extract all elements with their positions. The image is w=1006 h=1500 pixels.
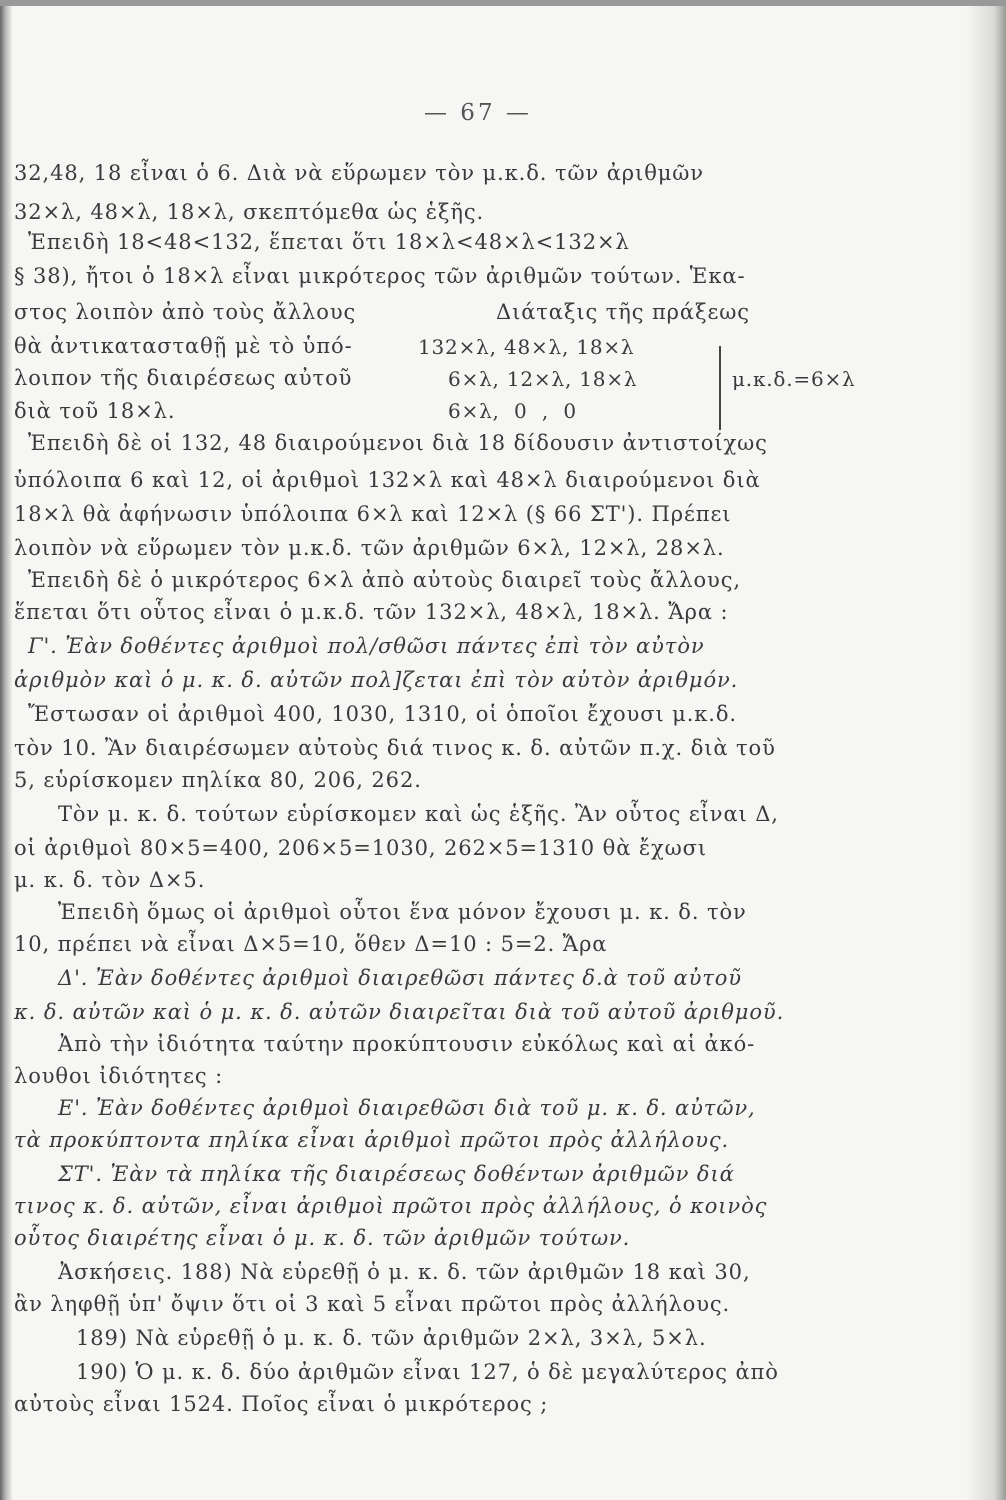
text-line: 5, εὑρίσκομεν πηλίκα 80, 206, 262. — [14, 768, 422, 792]
page-left-edge — [0, 0, 12, 1500]
text-line: ἕπεται ὅτι οὗτος εἶναι ὁ μ.κ.δ. τῶν 132×λ, 48×λ, 18×λ. Ἄρα : — [14, 600, 729, 624]
text-line: Ἔστωσαν οἱ ἀριθμοὶ 400, 1030, 1310, οἱ ὁποῖοι ἔχουσι μ.κ.δ. — [28, 702, 738, 726]
text-line: τινος κ. δ. αὐτῶν, εἶναι ἀριθμοὶ πρῶτοι πρὸς ἀλλήλους, ὁ κοινὸς — [14, 1194, 768, 1218]
text-line: Ἀσκήσεις. 188) Νὰ εὑρεθῇ ὁ μ. κ. δ. τῶν ἀριθμῶν 18 καὶ 30, — [58, 1260, 751, 1284]
text-line: Ἐπειδὴ δὲ οἱ 132, 48 διαιρούμενοι διὰ 18 δίδουσιν ἀντιστοίχως — [28, 431, 768, 455]
page-number: — 67 — — [424, 100, 532, 126]
text-line: διὰ τοῦ 18×λ. — [14, 399, 176, 423]
text-line: 32×λ, 48×λ, 18×λ, σκεπτόμεθα ὡς ἑξῆς. — [14, 200, 485, 224]
text-line: 32,48, 18 εἶναι ὁ 6. Διὰ νὰ εὕρωμεν τὸν μ.κ.δ. τῶν ἀριθμῶν — [14, 161, 704, 185]
text-line: λοιπον τῆς διαιρέσεως αὐτοῦ — [14, 366, 353, 390]
text-line: 190) Ὁ μ. κ. δ. δύο ἀριθμῶν εἶναι 127, ὁ δὲ μεγαλύτερος ἀπὸ — [76, 1360, 779, 1384]
text-line: ἀριθμὸν καὶ ὁ μ. κ. δ. αὐτῶν πολ]ζεται ἐπὶ τὸν αὐτὸν ἀριθμόν. — [14, 668, 739, 692]
text-line: στος λοιπὸν ἀπὸ τοὺς ἄλλους — [14, 300, 357, 324]
text-line: τὰ προκύπτοντα πηλίκα εἶναι ἀριθμοὶ πρῶτοι πρὸς ἀλλήλους. — [14, 1128, 730, 1152]
text-line: 18×λ θὰ ἀφήνωσιν ὑπόλοιπα 6×λ καὶ 12×λ (§ 66 ΣΤ'). Πρέπει — [14, 502, 732, 526]
text-line: τὸν 10. Ἂν διαιρέσωμεν αὐτοὺς διά τινος κ. δ. αὐτῶν π.χ. διὰ τοῦ — [14, 736, 776, 760]
text-line: Ἀπὸ τὴν ἰδιότητα ταύτην προκύπτουσιν εὐκόλως καὶ αἱ ἀκό- — [58, 1032, 756, 1056]
text-line: 10, πρέπει νὰ εἶναι Δ×5=10, ὅθεν Δ=10 : 5=2. Ἄρα — [14, 932, 608, 956]
text-line: οὗτος διαιρέτης εἶναι ὁ μ. κ. δ. τῶν ἀριθμῶν τούτων. — [14, 1226, 631, 1250]
pencil-annotation-top — [115, 71, 144, 123]
text-line: Τὸν μ. κ. δ. τούτων εὑρίσκομεν καὶ ὡς ἑξῆς. Ἂν οὗτος εἶναι Δ, — [58, 802, 779, 826]
arrangement-row: 6×λ, 0 , 0 — [448, 399, 577, 423]
arrangement-row: 6×λ, 12×λ, 18×λ — [448, 367, 638, 391]
text-line: οἱ ἀριθμοὶ 80×5=400, 206×5=1030, 262×5=1310 θὰ ἔχωσι — [14, 836, 708, 860]
text-line: λουθοι ἰδιότητες : — [14, 1064, 224, 1088]
text-line: Ε'. Ἐὰν δοθέντες ἀριθμοὶ διαιρεθῶσι διὰ τοῦ μ. κ. δ. αὐτῶν, — [58, 1096, 756, 1120]
text-line: 189) Νὰ εὑρεθῇ ὁ μ. κ. δ. τῶν ἀριθμῶν 2×λ, 3×λ, 5×λ. — [76, 1326, 707, 1350]
text-line: Ἐπειδὴ δὲ ὁ μικρότερος 6×λ ἀπὸ αὐτοὺς διαιρεῖ τοὺς ἄλλους, — [28, 568, 741, 592]
arrangement-bracket — [719, 346, 721, 430]
arrangement-row: 132×λ, 48×λ, 18×λ — [418, 335, 635, 359]
arrangement-result: μ.κ.δ.=6×λ — [732, 367, 856, 391]
text-line: Δ'. Ἐὰν δοθέντες ἀριθμοὶ διαιρεθῶσι πάντες δ.ὰ τοῦ αὐτοῦ — [58, 966, 742, 990]
text-line: § 38), ἤτοι ὁ 18×λ εἶναι μικρότερος τῶν ἀριθμῶν τούτων. Ἑκα- — [14, 264, 746, 288]
text-line: Ἐπειδὴ ὅμως οἱ ἀριθμοὶ οὗτοι ἕνα μόνον ἔχουσι μ. κ. δ. τὸν — [58, 900, 747, 924]
page-top-edge — [0, 0, 1006, 6]
text-line: κ. δ. αὐτῶν καὶ ὁ μ. κ. δ. αὐτῶν διαιρεῖται διὰ τοῦ αὐτοῦ ἀριθμοῦ. — [14, 1000, 785, 1024]
text-line: ΣΤ'. Ἐὰν τὰ πηλίκα τῆς διαιρέσεως δοθέντων ἀριθμῶν διά — [58, 1162, 735, 1186]
text-line: μ. κ. δ. τὸν Δ×5. — [14, 868, 206, 892]
text-line: ἂν ληφθῇ ὑπ' ὄψιν ὅτι οἱ 3 καὶ 5 εἶναι πρῶτοι πρὸς ἀλλήλους. — [14, 1292, 731, 1316]
text-line: λοιπὸν νὰ εὕρωμεν τὸν μ.κ.δ. τῶν ἀριθμῶν 6×λ, 12×λ, 28×λ. — [14, 536, 725, 560]
pencil-annotation-right — [797, 748, 813, 800]
text-line: ὑπόλοιπα 6 καὶ 12, οἱ ἀριθμοὶ 132×λ καὶ 48×λ διαιρούμενοι διὰ — [14, 468, 761, 492]
text-line: θὰ ἀντικατασταθῇ μὲ τὸ ὑπό- — [14, 334, 353, 358]
text-line: αὐτοὺς εἶναι 1524. Ποῖος εἶναι ὁ μικρότερος ; — [14, 1392, 549, 1416]
page-right-edge — [966, 0, 1006, 1500]
text-line: Ἐπειδὴ 18<48<132, ἕπεται ὅτι 18×λ<48×λ<132×λ — [28, 230, 630, 254]
arrangement-heading: Διάταξις τῆς πράξεως — [496, 300, 750, 324]
text-line: Γ'. Ἐὰν δοθέντες ἀριθμοὶ πολ/σθῶσι πάντες ἐπὶ τὸν αὐτὸν — [28, 634, 705, 658]
